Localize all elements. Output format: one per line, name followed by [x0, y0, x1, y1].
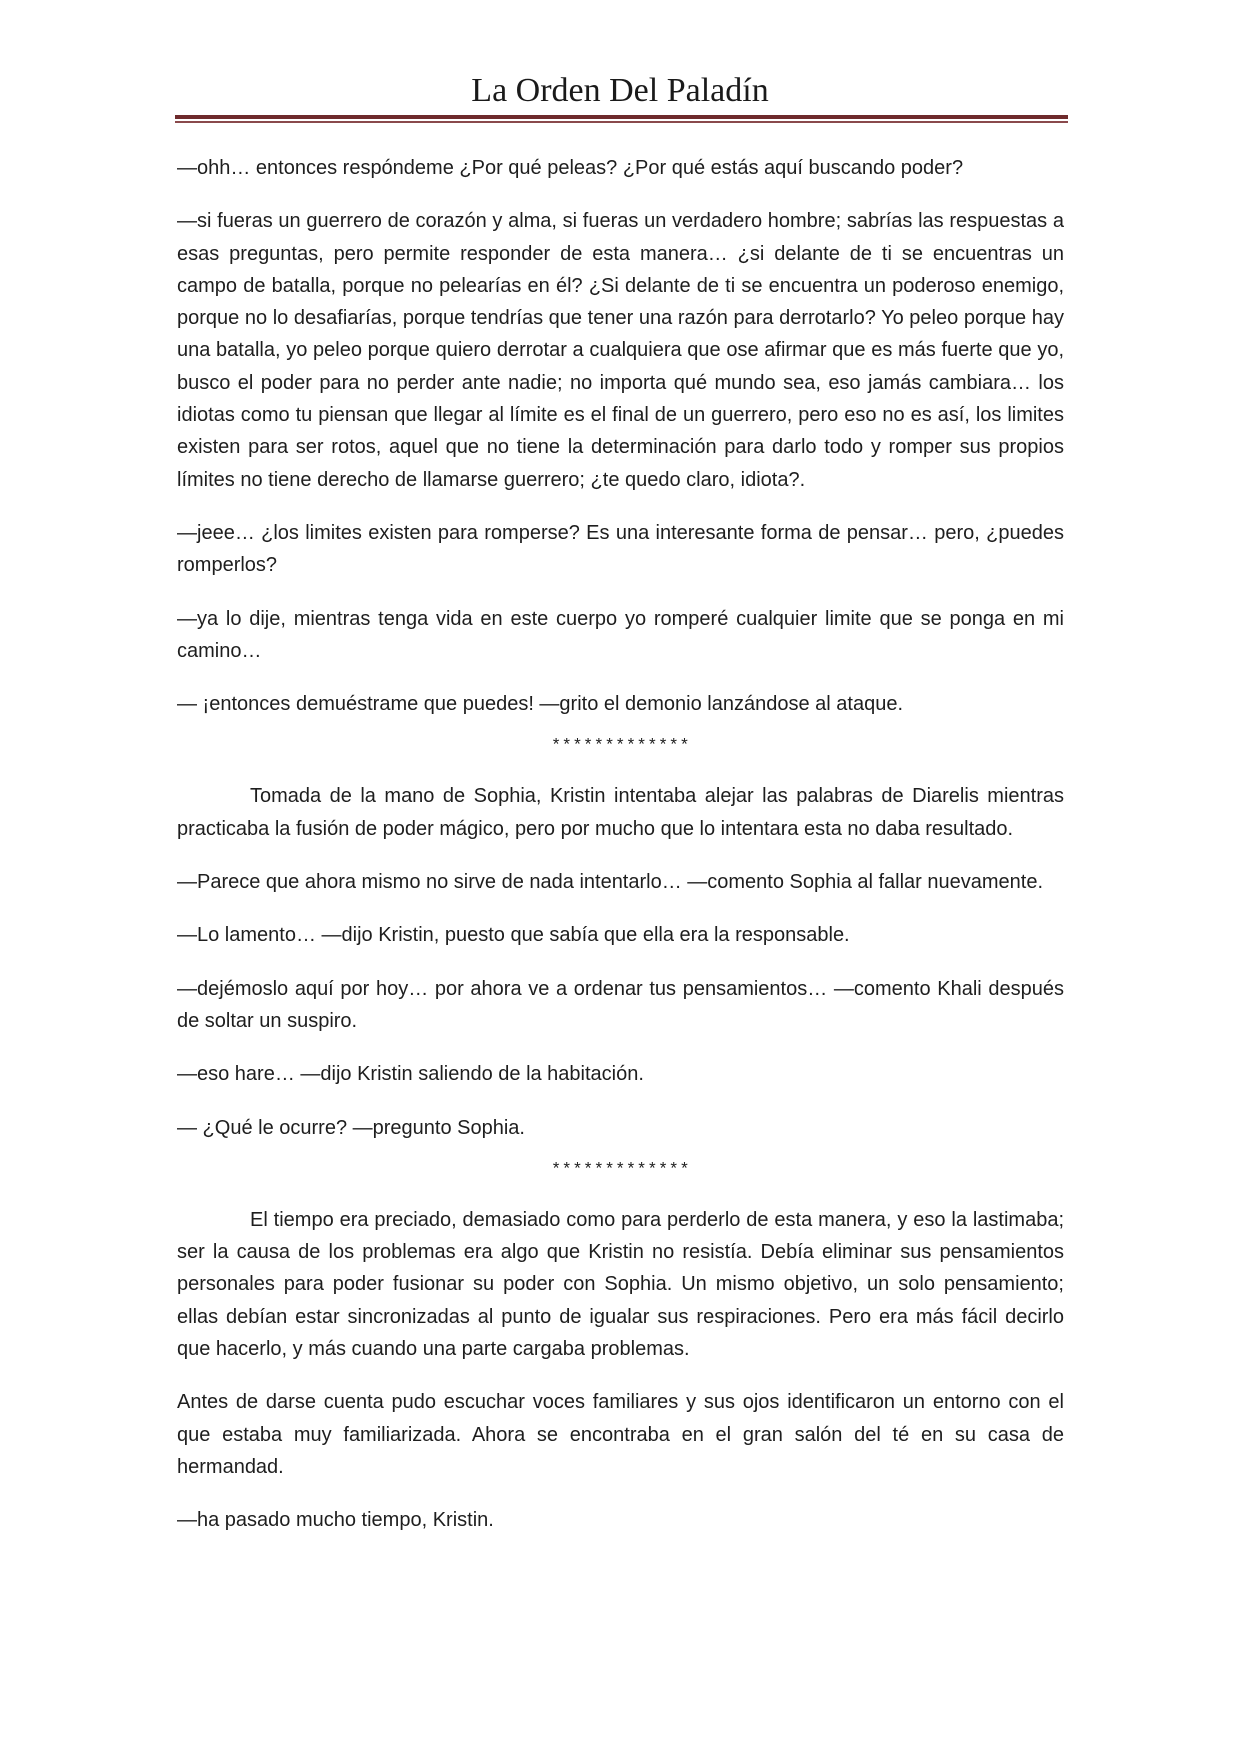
scene-separator: *************: [550, 1160, 691, 1180]
header-rule-thick: [175, 115, 1068, 119]
page-header-title: La Orden Del Paladín: [471, 72, 769, 109]
header-rule-thin: [175, 121, 1068, 123]
paragraph-dialogue: —ohh… entonces respóndeme ¿Por qué peleas? ¿Por qué estás aquí buscando poder?: [177, 157, 964, 179]
header-rule: [175, 115, 1068, 124]
paragraph-dialogue: —Lo lamento… —dijo Kristin, puesto que sabía que ella era la responsable.: [177, 924, 850, 947]
paragraph-dialogue: —ha pasado mucho tiempo, Kristin.: [177, 1509, 494, 1532]
paragraph-dialogue: —Parece que ahora mismo no sirve de nada intentarlo… —comento Sophia al fallar nuevamente.: [177, 871, 1044, 894]
paragraph-dialogue: —jeee… ¿los limites existen para romperse? Es una interesante forma de pensar… pero, ¿puedes romperlos?: [177, 521, 1064, 577]
paragraph-dialogue: —eso hare… —dijo Kristin saliendo de la habitación.: [177, 1063, 644, 1086]
paragraph-narration: Tomada de la mano de Sophia, Kristin intentaba alejar las palabras de Diarelis mientras practicaba la fusión de poder mágico, pero por mucho que lo intentara esta no daba resultado.: [177, 785, 1064, 840]
paragraph-dialogue: —ya lo dije, mientras tenga vida en este cuerpo yo romperé cualquier limite que se ponga en mi camino…: [177, 607, 1064, 662]
paragraph-dialogue: — ¿Qué le ocurre? —pregunto Sophia.: [177, 1116, 525, 1139]
paragraph-narration: El tiempo era preciado, demasiado como para perderlo de esta manera, y eso la lastimaba; ser la causa de los problemas era algo que Kristin no resistía. Debía eliminar sus pensamientos personales para poder fusionar su poder con Sophia. Un mismo objetivo, un solo pensamiento; ellas debían estar sincronizadas al punto de igualar sus respiraciones. Pero era más fácil decirlo que hacerlo, y más cuando una parte cargaba problemas.: [177, 1208, 1064, 1361]
paragraph-dialogue: — ¡entonces demuéstrame que puedes! —grito el demonio lanzándose al ataque.: [177, 693, 904, 716]
page-body: [177, 152, 1064, 1558]
scene-separator: *************: [550, 737, 691, 757]
paragraph-narration: Antes de darse cuenta pudo escuchar voces familiares y sus ojos identificaron un entorno con el que estaba muy familiarizada. Ahora se encontraba en el gran salón del té en su casa de hermandad.: [177, 1391, 1064, 1478]
paragraph-dialogue: —si fueras un guerrero de corazón y alma, si fueras un verdadero hombre; sabrías las respuestas a esas preguntas, pero permite responder de esta manera… ¿si delante de ti se encuentras un campo de batalla, porque no pelearías en él? ¿Si delante de ti se encuentra un poderoso enemigo, porque no lo desafiarías, porque tendrías que tener una razón para derrotarlo? Yo peleo porque hay una batalla, yo peleo porque quiero derrotar a cualquiera que ose afirmar que es más fuerte que yo, busco el poder para no perder ante nadie; no importa qué mundo sea, eso jamás cambiara… los idiotas como tu piensan que llegar al límite es el final de un guerrero, pero eso no es así, los limites existen para ser rotos, aquel que no tiene la determinación para darlo todo y romper sus propios límites no tiene derecho de llamarse guerrero; ¿te quedo claro, idiota?.: [177, 210, 1064, 491]
paragraph-dialogue: —dejémoslo aquí por hoy… por ahora ve a ordenar tus pensamientos… —comento Khali después de soltar un suspiro.: [177, 977, 1064, 1032]
